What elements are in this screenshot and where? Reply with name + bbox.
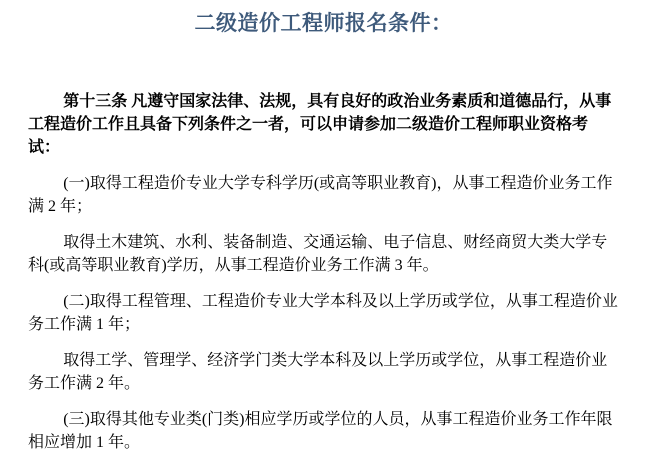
paragraph-condition-1: (一)取得工程造价专业大学专科学历(或高等职业教育)，从事工程造价业务工作满 2 年； (28, 175, 613, 215)
paragraph-condition-2-alt: 取得工学、管理学、经济学门类大学本科及以上学历或学位，从事工程造价业务工作满 2 年。 (28, 352, 608, 392)
paragraph-condition-1-alt: 取得土木建筑、水利、装备制造、交通运输、电子信息、财经商贸大类大学专科(或高等职业教育)学历，从事工程造价业务工作满 3 年。 (28, 234, 608, 274)
page-title: 二级造价工程师报名条件： (194, 11, 453, 35)
paragraph-condition-3: (三)取得其他专业类(门类)相应学历或学位的人员，从事工程造价业务工作年限相应增加 1 年。 (28, 411, 613, 451)
paragraph-article-13: 第十三条 凡遵守国家法律、法规，具有良好的政治业务素质和道德品行，从事工程造价工作且具备下列条件之一者，可以申请参加二级造价工程师职业资格考试： (28, 93, 612, 156)
paragraph-condition-2: (二)取得工程管理、工程造价专业大学本科及以上学历或学位，从事工程造价业务工作满 1 年； (28, 293, 618, 333)
